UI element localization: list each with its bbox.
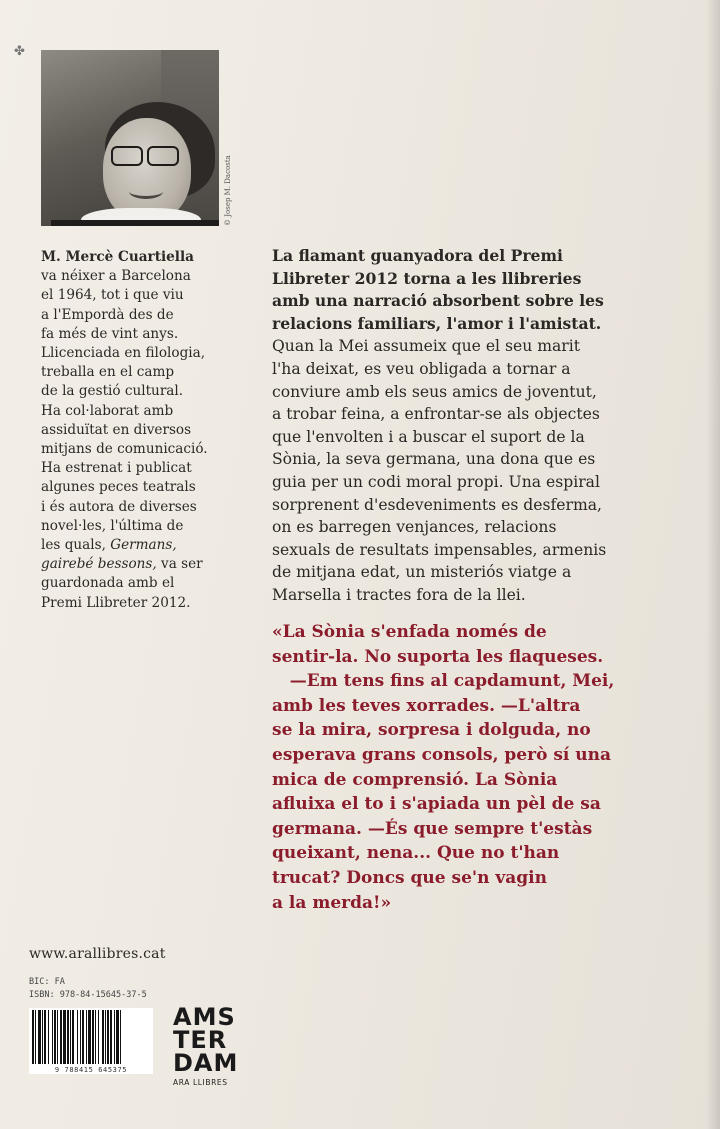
book-title-italic: gairebé bessons, (41, 556, 157, 573)
bic-code: BIC: FA (29, 977, 65, 987)
bio-line: guardonada amb el (41, 575, 175, 592)
synopsis-body-line: Quan la Mei assumeix que el seu marit (272, 337, 581, 356)
barcode-bar (54, 1010, 56, 1064)
corner-mark-icon: ✤ (14, 44, 25, 59)
barcode-bar (63, 1010, 66, 1064)
barcode-bar (82, 1010, 84, 1064)
barcode-bars (29, 1008, 153, 1066)
bio-line: a l'Empordà des de (41, 306, 174, 323)
bio-line: Ha col·laborat amb (41, 402, 174, 419)
bio-line: treballa en el camp (41, 364, 175, 381)
barcode-bar (120, 1010, 121, 1064)
logo-row: TER (173, 1026, 228, 1054)
bio-line: Llicenciada en filologia, (41, 345, 206, 362)
bio-line: gairebé bessons, va ser (41, 556, 203, 573)
excerpt-quote (272, 620, 692, 915)
barcode-digits: 9 788415 645375 (29, 1066, 153, 1074)
quote-line: esperava grans consols, però sí una (272, 744, 612, 765)
barcode-bar (98, 1010, 99, 1064)
quote-line: amb les teves xorrades. —L'altra (272, 695, 581, 716)
synopsis-body-line: Sònia, la seva germana, una dona que es (272, 450, 596, 469)
barcode-bar (92, 1010, 94, 1064)
isbn-number: ISBN: 978-84-15645-37-5 (29, 990, 147, 1000)
quote-line: germana. —És que sempre t'estàs (272, 818, 593, 839)
synopsis-body-line: a trobar feina, a enfrontar-se als objectes (272, 405, 600, 424)
quote-line: mica de comprensió. La Sònia (272, 769, 558, 790)
bio-line: algunes peces teatrals (41, 479, 196, 496)
logo-subtitle: ARA LLIBRES (173, 1078, 228, 1087)
synopsis-body-line: sexuals de resultats impensables, armenis (272, 540, 607, 559)
barcode-bar (95, 1010, 96, 1064)
bio-line: de la gestió cultural. (41, 383, 184, 400)
barcode-bar (32, 1010, 34, 1064)
logo-row: AMS (173, 1003, 236, 1031)
quote-line: trucat? Doncs que se'n vagin (272, 867, 547, 888)
quote-line: —Em tens fins al capdamunt, Mei, (272, 671, 615, 692)
publisher-website: www.arallibres.cat (29, 946, 166, 962)
barcode-bar (86, 1010, 87, 1064)
barcode-bar (77, 1010, 78, 1064)
barcode-bar (105, 1010, 106, 1064)
bio-line: Premi Llibreter 2012. (41, 594, 191, 611)
quote-line: queixant, nena... Que no t'han (272, 843, 560, 864)
synopsis-body-line: que l'envolten i a buscar el suport de la (272, 427, 585, 446)
barcode-bar (48, 1010, 49, 1064)
synopsis-lead-line: amb una narració absorbent sobre les (272, 291, 604, 311)
isbn-barcode (29, 1008, 153, 1066)
barcode-bar (80, 1010, 81, 1064)
barcode-bar (110, 1010, 112, 1064)
cover-edge-shadow (706, 0, 720, 1129)
synopsis-body-line: on es barregen venjances, relacions (272, 518, 557, 537)
author-photo (41, 50, 219, 226)
synopsis-lead-line: relacions familiars, l'amor i l'amistat. (272, 313, 602, 333)
bio-line: Ha estrenat i publicat (41, 460, 192, 477)
barcode-bar (70, 1010, 71, 1064)
barcode-bar (116, 1010, 119, 1064)
quote-line: afluixa el to i s'apiada un pèl de sa (272, 794, 601, 815)
barcode-bar (42, 1010, 43, 1064)
synopsis-lead-line: La flamant guanyadora del Premi (272, 246, 563, 265)
barcode-bar (102, 1010, 104, 1064)
quote-line: sentir-la. No suporta les flaqueses. (272, 646, 604, 667)
barcode-bar (67, 1010, 69, 1064)
synopsis-body-line: Marsella i tractes fora de la llei. (272, 585, 526, 604)
book-title-italic: Germans, (110, 537, 177, 554)
barcode-bar (60, 1010, 62, 1064)
bio-line: fa més de vint anys. (41, 325, 179, 342)
quote-line: se la mira, sorpresa i dolguda, no (272, 720, 591, 741)
quote-line: a la merda!» (272, 892, 392, 913)
bio-line: assiduïtat en diversos (41, 421, 192, 438)
synopsis-body-line: guia per un codi moral propi. Una espiral (272, 472, 600, 491)
synopsis-body-line: l'ha deixat, es veu obligada a tornar a (272, 359, 571, 378)
quote-line: «La Sònia s'enfada només de (272, 622, 547, 642)
publisher-logo (173, 1003, 253, 1087)
synopsis-body-line: de mitjana edat, un misteriós viatge a (272, 563, 572, 582)
logo-row: DAM (173, 1049, 239, 1077)
bio-line: i és autora de diverses (41, 498, 197, 515)
barcode-bar (44, 1010, 46, 1064)
bio-line: el 1964, tot i que viu (41, 287, 184, 304)
barcode-bar (114, 1010, 115, 1064)
barcode-bar (72, 1010, 74, 1064)
author-name: M. Mercè Cuartiella (41, 249, 194, 265)
barcode-bar (88, 1010, 91, 1064)
bio-line: novel·les, l'última de (41, 517, 184, 534)
synopsis-body-line: sorprenent d'esdeveniments es desferma, (272, 495, 603, 514)
barcode-bar (57, 1010, 58, 1064)
author-bio (41, 248, 251, 613)
synopsis (272, 245, 692, 607)
barcode-bar (38, 1010, 41, 1064)
barcode-bar (35, 1010, 36, 1064)
barcode-bar (52, 1010, 53, 1064)
synopsis-lead-line: Llibreter 2012 torna a les llibreries (272, 268, 582, 288)
bio-line: mitjans de comunicació. (41, 441, 208, 458)
synopsis-body-line: conviure amb els seus amics de joventut, (272, 382, 597, 401)
bio-line: les quals, Germans, (41, 537, 177, 554)
bio-line: va néixer a Barcelona (41, 268, 191, 285)
barcode-bar (107, 1010, 109, 1064)
photo-credit: © Josep M. Dacosta (224, 155, 232, 226)
